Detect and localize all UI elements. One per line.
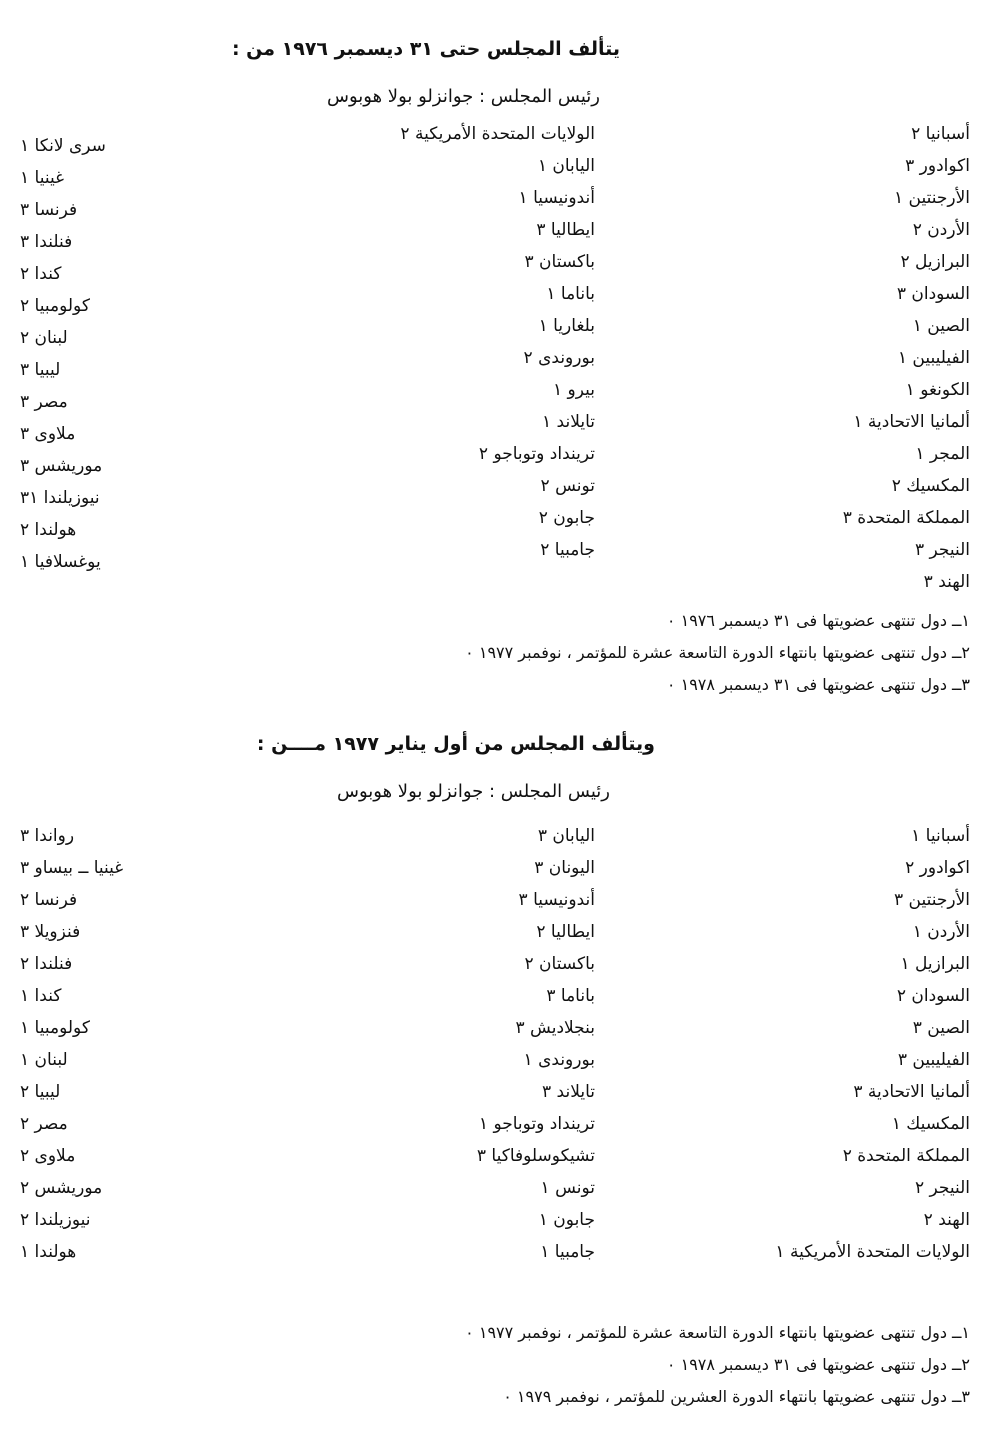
section1-heading: يتألف المجلس حتى ٣١ ديسمبر ١٩٧٦ من : — [231, 38, 620, 60]
country-entry: بنجلاديش ٣ — [515, 1018, 595, 1038]
country-entry: المجر ١ — [915, 444, 970, 464]
country-entry: ألمانيا الاتحادية ٣ — [853, 1082, 970, 1102]
country-entry: تايلاند ٣ — [542, 1082, 595, 1102]
country-entry: نيوزيلندا ٣١ — [20, 488, 100, 508]
country-entry: اكوادور ٢ — [905, 858, 970, 878]
country-entry: الهند ٣ — [923, 572, 970, 592]
section1-col-right — [670, 118, 970, 598]
section1-chair: رئيس المجلس : جوانزلو بولا هوبوس — [327, 86, 600, 107]
section2-col-left — [20, 820, 240, 1268]
country-entry: بيرو ١ — [553, 380, 595, 400]
membership-note: ١ــ دول تنتهى عضويتها بانتهاء الدورة التاسعة عشرة للمؤتمر ، نوفمبر ١٩٧٧ ٠ — [465, 1323, 970, 1342]
section1-notes — [210, 605, 970, 701]
section1-col-left — [20, 130, 240, 578]
country-entry: فنزويلا ٣ — [20, 922, 81, 942]
country-entry: المكسيك ٢ — [891, 476, 970, 496]
country-entry: باكستان ٣ — [524, 252, 595, 272]
country-entry: جابون ٢ — [538, 508, 595, 528]
section2-notes — [210, 1317, 970, 1413]
section2-heading: ويتألف المجلس من أول يناير ١٩٧٧ مــــن : — [256, 733, 655, 755]
country-entry: موريشس ٢ — [20, 1178, 103, 1198]
country-entry: الفيليبين ١ — [897, 348, 970, 368]
section2-chair: رئيس المجلس : جوانزلو بولا هوبوس — [337, 781, 610, 802]
country-entry: ليبيا ٣ — [20, 360, 61, 380]
section2-col-right — [670, 820, 970, 1268]
country-entry: المملكة المتحدة ٣ — [842, 508, 970, 528]
country-entry: اليونان ٣ — [534, 858, 595, 878]
membership-note: ٢ــ دول تنتهى عضويتها بانتهاء الدورة التاسعة عشرة للمؤتمر ، نوفمبر ١٩٧٧ ٠ — [465, 643, 970, 662]
country-entry: ايطاليا ٢ — [536, 922, 595, 942]
country-entry: الصين ١ — [912, 316, 970, 336]
country-entry: سرى لانكا ١ — [20, 136, 106, 156]
country-entry: فنلندا ٢ — [20, 954, 73, 974]
country-entry: بوروندى ٢ — [523, 348, 595, 368]
country-entry: كولومبيا ١ — [20, 1018, 90, 1038]
country-entry: البرازيل ٢ — [900, 252, 970, 272]
country-entry: ترينداد وتوباجو ٢ — [478, 444, 595, 464]
country-entry: باناما ٣ — [546, 986, 595, 1006]
membership-note: ٢ــ دول تنتهى عضويتها فى ٣١ ديسمبر ١٩٧٨ ٠ — [666, 1355, 970, 1374]
country-entry: ملاوى ٣ — [20, 424, 76, 444]
country-entry: جامبيا ١ — [540, 1242, 595, 1262]
country-entry: أندونيسيا ١ — [518, 188, 595, 208]
membership-note: ٣ــ دول تنتهى عضويتها بانتهاء الدورة العشرين للمؤتمر ، نوفمبر ١٩٧٩ ٠ — [503, 1387, 970, 1406]
country-entry: تونس ١ — [540, 1178, 595, 1198]
country-entry: جابون ١ — [538, 1210, 595, 1230]
country-entry: المملكة المتحدة ٢ — [842, 1146, 970, 1166]
section2-col-middle — [295, 820, 595, 1268]
membership-note: ١ــ دول تنتهى عضويتها فى ٣١ ديسمبر ١٩٧٦ ٠ — [666, 611, 970, 630]
country-entry: اليابان ١ — [537, 156, 595, 176]
country-entry: السودان ٢ — [896, 986, 970, 1006]
country-entry: السودان ٣ — [896, 284, 970, 304]
country-entry: كندا ١ — [20, 986, 62, 1006]
country-entry: الهند ٢ — [923, 1210, 970, 1230]
country-entry: هولندا ١ — [20, 1242, 77, 1262]
country-entry: الولايات المتحدة الأمريكية ١ — [775, 1242, 970, 1262]
country-entry: باناما ١ — [546, 284, 595, 304]
country-entry: اكوادور ٣ — [905, 156, 970, 176]
country-entry: ايطاليا ٣ — [536, 220, 595, 240]
country-entry: النيجر ٢ — [914, 1178, 970, 1198]
country-entry: ملاوى ٢ — [20, 1146, 76, 1166]
country-entry: فنلندا ٣ — [20, 232, 73, 252]
section1-col-middle — [295, 118, 595, 566]
country-entry: النيجر ٣ — [914, 540, 970, 560]
country-entry: أندونيسيا ٣ — [518, 890, 595, 910]
country-entry: كولومبيا ٢ — [20, 296, 90, 316]
country-entry: ألمانيا الاتحادية ١ — [853, 412, 970, 432]
country-entry: الأردن ٢ — [912, 220, 970, 240]
country-entry: الأرجنتين ١ — [893, 188, 970, 208]
membership-note: ٣ــ دول تنتهى عضويتها فى ٣١ ديسمبر ١٩٧٨ ٠ — [666, 675, 970, 694]
country-entry: ليبيا ٢ — [20, 1082, 61, 1102]
country-entry: يوغسلافيا ١ — [20, 552, 101, 572]
country-entry: الأرجنتين ٣ — [893, 890, 970, 910]
country-entry: فرنسا ٣ — [20, 200, 78, 220]
country-entry: لبنان ٢ — [20, 328, 68, 348]
country-entry: بلغاريا ١ — [538, 316, 595, 336]
country-entry: مصر ٢ — [20, 1114, 68, 1134]
country-entry: رواندا ٣ — [20, 826, 75, 846]
country-entry: كندا ٢ — [20, 264, 62, 284]
country-entry: غينيا ــ بيساو ٣ — [20, 858, 124, 878]
country-entry: الأردن ١ — [912, 922, 970, 942]
country-entry: موريشس ٣ — [20, 456, 103, 476]
country-entry: تايلاند ١ — [542, 412, 595, 432]
country-entry: الولايات المتحدة الأمريكية ٢ — [400, 124, 595, 144]
country-entry: أسبانيا ٢ — [911, 124, 970, 144]
country-entry: نيوزيلندا ٢ — [20, 1210, 91, 1230]
country-entry: الصين ٣ — [912, 1018, 970, 1038]
country-entry: مصر ٣ — [20, 392, 68, 412]
country-entry: ترينداد وتوباجو ١ — [478, 1114, 595, 1134]
country-entry: بوروندى ١ — [523, 1050, 595, 1070]
country-entry: الفيليبين ٣ — [897, 1050, 970, 1070]
country-entry: لبنان ١ — [20, 1050, 68, 1070]
country-entry: جامبيا ٢ — [540, 540, 595, 560]
country-entry: أسبانيا ١ — [911, 826, 970, 846]
country-entry: الكونغو ١ — [905, 380, 970, 400]
country-entry: غينيا ١ — [20, 168, 65, 188]
country-entry: المكسيك ١ — [891, 1114, 970, 1134]
country-entry: تشيكوسلوفاكيا ٣ — [476, 1146, 595, 1166]
country-entry: هولندا ٢ — [20, 520, 77, 540]
country-entry: تونس ٢ — [540, 476, 595, 496]
country-entry: فرنسا ٢ — [20, 890, 78, 910]
country-entry: البرازيل ١ — [900, 954, 970, 974]
country-entry: اليابان ٣ — [537, 826, 595, 846]
country-entry: باكستان ٢ — [524, 954, 595, 974]
